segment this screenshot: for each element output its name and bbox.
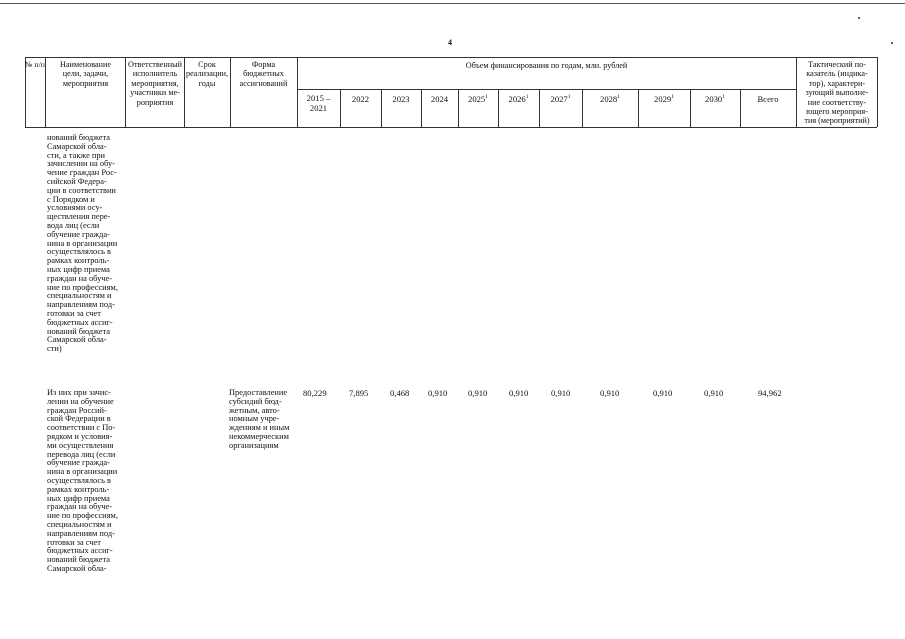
- header-year-2027: 2027$^1$: [550, 94, 571, 104]
- header-year-2024: 2024: [430, 94, 449, 104]
- row2-budget-form: Предоставление субсидий бюд- жетным, авто- номным учре- ждениям и иным некоммерческим организациям: [229, 388, 290, 450]
- header-total: Всего: [757, 94, 779, 104]
- row2-value-2024: 0,910: [428, 388, 448, 398]
- page-number: 4: [448, 38, 452, 47]
- header-year-2029: 2029$^1$: [654, 94, 674, 104]
- header-col-num: № п/п: [25, 60, 45, 69]
- header-col-term: Срок реализации, годы: [185, 60, 229, 88]
- scan-speck: [891, 42, 893, 44]
- scan-speck: [858, 17, 860, 19]
- header-col-indicator: Тактический по- казатель (индика- тор), характери- зующий выполне- ние соответству- ющего мероприя- тия (мероприятий): [804, 60, 870, 126]
- row2-value-2028: 0,910: [600, 388, 620, 398]
- header-col-responsible: Ответственный исполнитель мероприятия, участники ме- роприятия: [128, 60, 182, 107]
- header-year-2028: 2028$^1$: [600, 94, 620, 104]
- row2-value-2025: 0,910: [468, 388, 488, 398]
- header-financing-title: Объем финансирования по годам, млн. рублей: [465, 61, 628, 70]
- row2-value-2026: 0,910: [509, 388, 529, 398]
- header-col-name: Наименование цели, задачи, мероприятия: [59, 60, 111, 88]
- header-year-2023: 2023: [392, 94, 410, 104]
- row2-value-2023: 0,468: [390, 388, 410, 398]
- header-year-2026: 2026$^1$: [508, 94, 529, 104]
- header-col-form: Форма бюджетных ассигнований: [239, 60, 288, 88]
- header-year-2015-2021: 2015 – 2021: [306, 93, 331, 113]
- row2-activity-text: Из них при зачис- лении на обучение граждан Россий- ской Федерации в соответствии с По- рядком и условия- ми осуществления перевода лиц (если обучение гражда- нина в организации осуществлялось в рамках контроль- ных цифр приема граждан на обуче- ние по профессиям, специальностям и направлениям под- готовки за счет бюджетных ассиг- нований бюджета Самарской обла-: [47, 388, 118, 573]
- row2-value-total: 94,962: [758, 388, 782, 398]
- top-border-line: [0, 3, 905, 4]
- row2-value-2029: 0,910: [653, 388, 673, 398]
- header-year-2030: 2030$^1$: [705, 94, 725, 104]
- header-year-2025: 2025$^1$: [468, 94, 488, 104]
- header-year-2022: 2022: [351, 94, 370, 104]
- row2-value-2027: 0,910: [551, 388, 571, 398]
- row2-value-2022: 7,895: [349, 388, 369, 398]
- row2-value-2015-2021: 80,229: [303, 388, 327, 398]
- row1-activity-text: нований бюджета Самарской обла- сти, а также при зачислении на обу- чение граждан Рос- сийской Федера- ции в соответствии с Порядком и условиями осу- ществления пере- вода лиц (если обучение гражда- нина в организации осуществлялось в рамках контроль- ных цифр приема граждан на обуче- ние по профессиям, специальностям и направлениям под- готовки за счет бюджетных ассиг- нований бюджета Самарской обла- сти): [47, 133, 118, 354]
- row2-value-2030: 0,910: [704, 388, 724, 398]
